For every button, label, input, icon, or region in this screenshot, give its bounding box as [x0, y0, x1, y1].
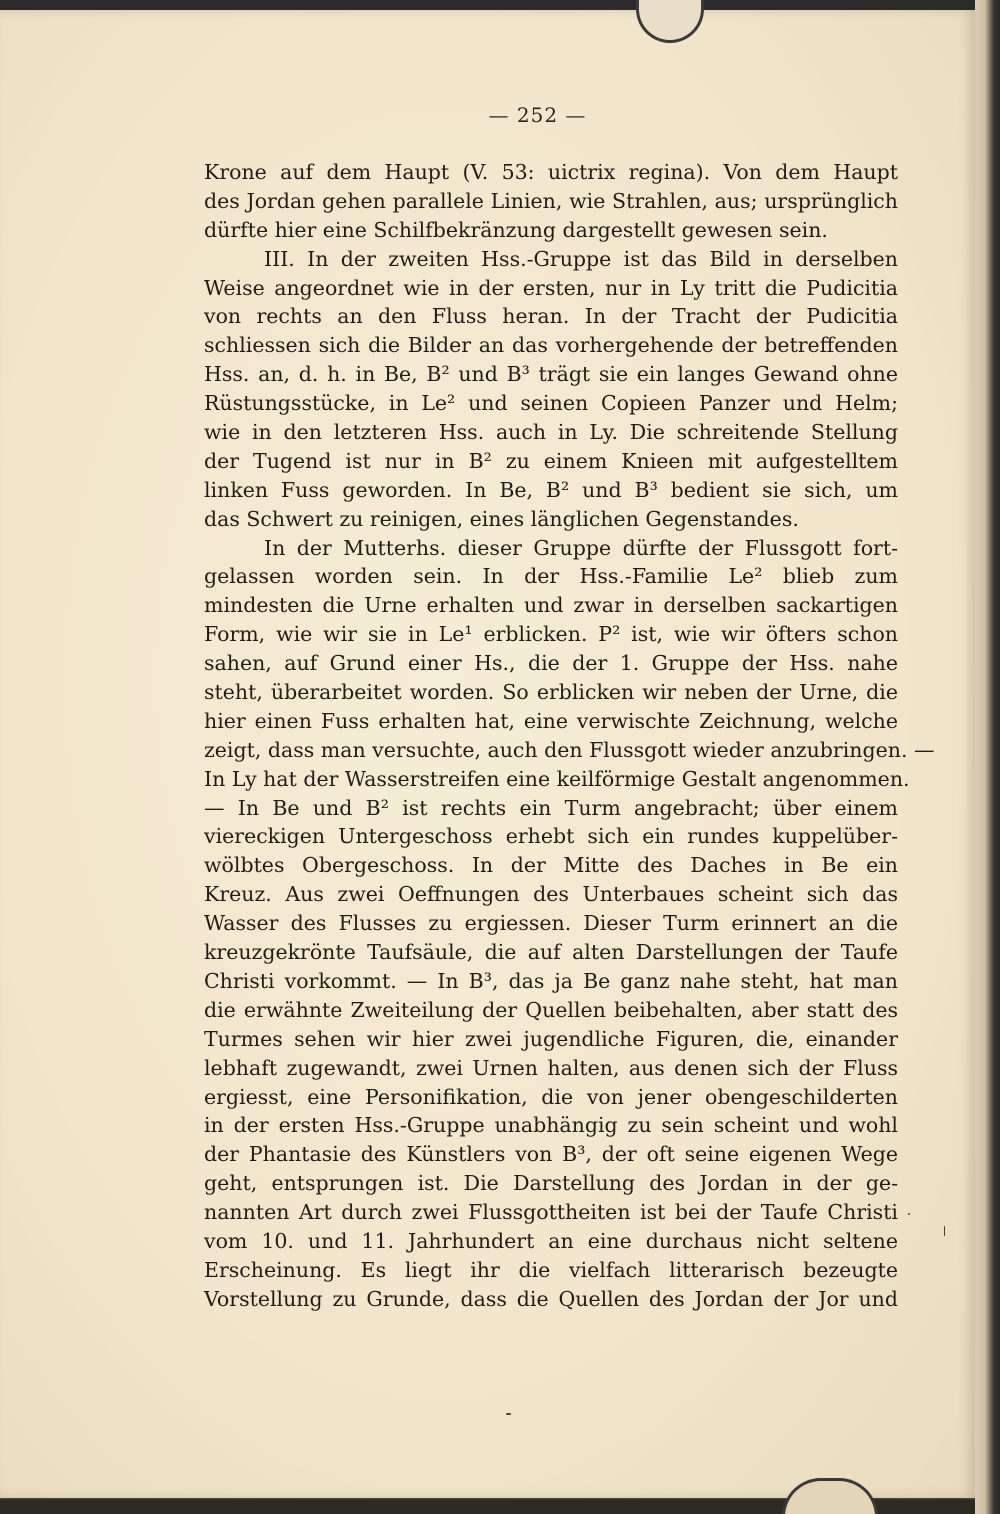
body-text [204, 158, 935, 1314]
text-line: Turmes sehen wir hier zwei jugendliche Figuren, die, einander [204, 1026, 898, 1051]
text-line: — In Be und B² ist rechts ein Turm angebracht; über einem [204, 795, 898, 820]
page-edge-shadow [975, 0, 1000, 1514]
text-line: die erwähnte Zweiteilung der Quellen beibehalten, aber statt des [204, 997, 898, 1022]
text-line: Vorstellung zu Grunde, dass die Quellen des Jordan der Jor und [204, 1286, 898, 1311]
page-number: — 252 — [488, 103, 587, 127]
text-line: von rechts an den Fluss heran. In der Tracht der Pudicitia [204, 304, 898, 329]
text-line: Weise angeordnet wie in der ersten, nur in Ly tritt die Pudicitia [204, 275, 898, 300]
text-line: Krone auf dem Haupt (V. 53: uictrix regina). Von dem Haupt [204, 160, 898, 184]
text-line: des Jordan gehen parallele Linien, wie Strahlen, aus; ursprünglich [204, 188, 898, 213]
text-line: geht, entsprungen ist. Die Darstellung des Jordan in der ge- [204, 1171, 898, 1196]
text-line: Rüstungsstücke, in Le² und seinen Copieen Panzer und Helm; [204, 391, 898, 416]
text-line: Kreuz. Aus zwei Oeffnungen des Unterbaues scheint sich das [204, 882, 898, 907]
text-line: gelassen worden sein. In der Hss.-Familie Le² blieb zum [204, 564, 898, 589]
text-line: In Ly hat der Wasserstreifen eine keilförmige Gestalt angenommen. [204, 766, 910, 791]
text-line: viereckigen Untergeschoss erhebt sich ein rundes kuppelüber- [204, 824, 898, 849]
text-line: nannten Art durch zwei Flussgottheiten ist bei der Taufe Christi [204, 1200, 898, 1225]
text-line: schliessen sich die Bilder an das vorhergehende der betreffenden [204, 333, 898, 358]
ink-speck [908, 1213, 910, 1215]
text-line: Form, wie wir sie in Le¹ erblicken. P² ist, wie wir öfters schon [204, 622, 898, 647]
ink-speck [944, 1226, 945, 1236]
text-line: lebhaft zugewandt, zwei Urnen halten, aus denen sich der Fluss [204, 1055, 898, 1080]
text-line: sahen, auf Grund einer Hs., die der 1. Gruppe der Hss. nahe [204, 651, 898, 676]
text-line: wölbtes Obergeschoss. In der Mitte des Daches in Be ein [204, 853, 898, 878]
text-line: Wasser des Flusses zu ergiessen. Dieser Turm erinnert an die [204, 911, 898, 936]
text-line: wie in den letzteren Hss. auch in Ly. Die schreitende Stellung [204, 420, 898, 445]
text-line: Erscheinung. Es liegt ihr die vielfach litterarisch bezeugte [204, 1257, 898, 1282]
text-line: hier einen Fuss erhalten hat, eine verwischte Zeichnung, welche [204, 708, 898, 733]
ink-speck [506, 1413, 511, 1415]
text-line: Christi vorkommt. — In B³, das ja Be ganz nahe steht, hat man [204, 968, 898, 993]
text-line: zeigt, dass man versuchte, auch den Flussgott wieder anzubringen. — [204, 737, 935, 762]
text-line: mindesten die Urne erhalten und zwar in derselben sackartigen [204, 593, 898, 618]
text-line: ergiesst, eine Personifikation, die von jener obengeschilderten [204, 1084, 898, 1109]
text-line: kreuzgekrönte Taufsäule, die auf alten Darstellungen der Taufe [204, 940, 898, 965]
text-line: der Phantasie des Künstlers von B³, der oft seine eigenen Wege [204, 1142, 898, 1167]
text-line: vom 10. und 11. Jahrhundert an eine durchaus nicht seltene [204, 1228, 898, 1253]
text-line: In der Mutterhs. dieser Gruppe dürfte der Flussgott fort- [264, 535, 898, 560]
text-line: der Tugend ist nur in B² zu einem Knieen mit aufgestelltem [204, 448, 898, 473]
text-line: steht, überarbeitet worden. So erblicken wir neben der Urne, die [204, 680, 898, 705]
text-line: linken Fuss geworden. In Be, B² und B³ bedient sie sich, um [204, 477, 898, 502]
text-line: III. In der zweiten Hss.-Gruppe ist das Bild in derselben [264, 246, 898, 271]
text-line: dürfte hier eine Schilfbekränzung dargestellt gewesen sein. [204, 217, 828, 242]
text-line: das Schwert zu reinigen, eines länglichen Gegenstandes. [204, 506, 799, 531]
text-line: in der ersten Hss.-Gruppe unabhängig zu sein scheint und wohl [204, 1113, 898, 1138]
text-line: Hss. an, d. h. in Be, B² und B³ trägt sie ein langes Gewand ohne [204, 362, 898, 387]
